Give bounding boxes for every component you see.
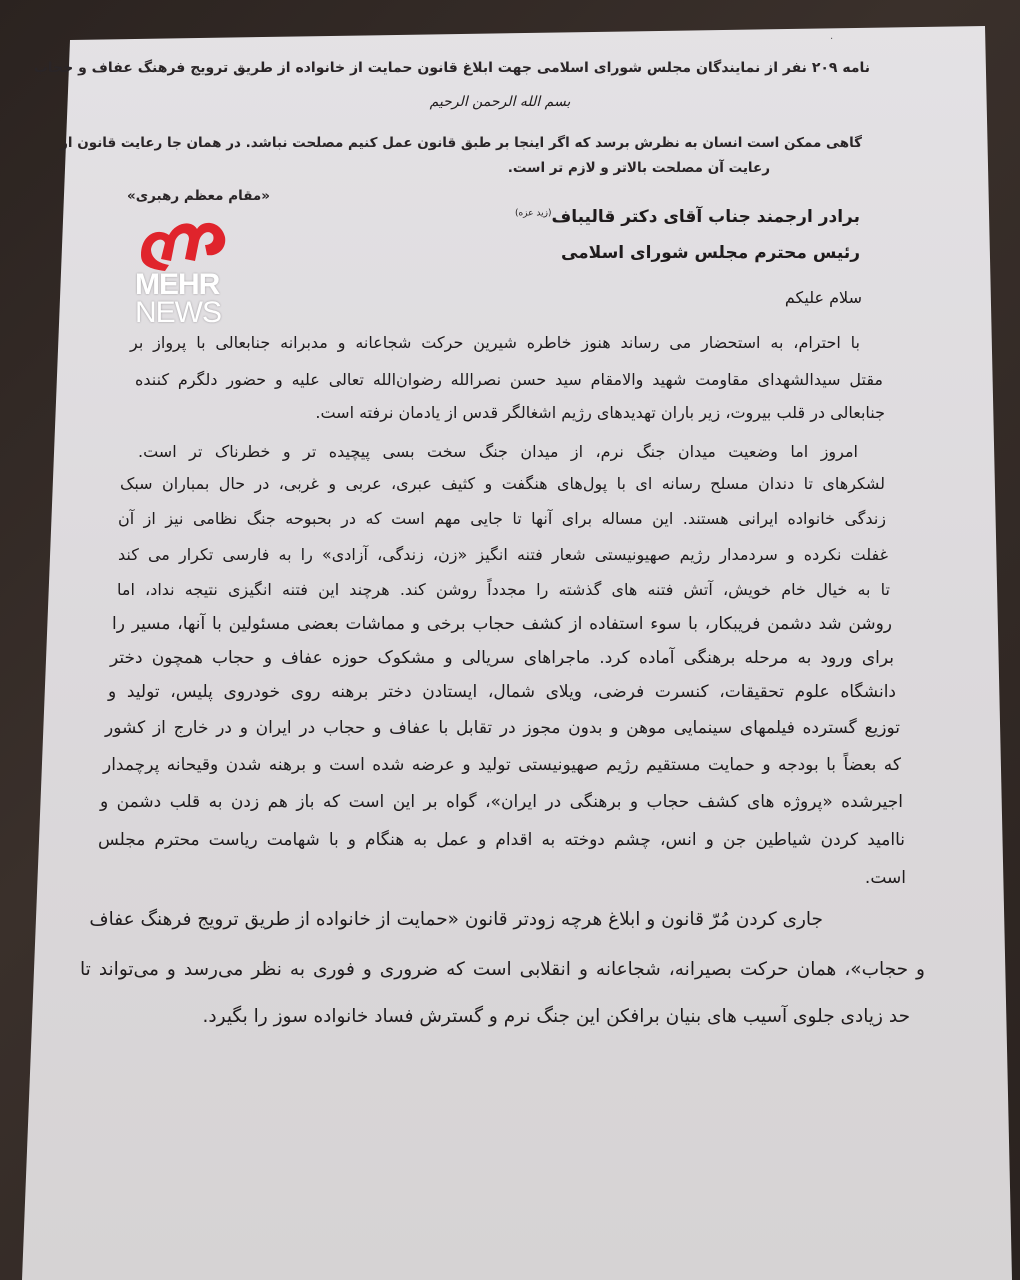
quote-line-2: رعایت آن مصلحت بالاتر و لازم تر است. [507, 160, 770, 176]
watermark-news: NEWS [135, 296, 221, 329]
body-line: و حجاب»، همان حرکت بصیرانه، شجاعانه و انقلابی است که ضروری و فوری به نظر می‌رسد و می‌تواند تا [80, 959, 925, 980]
body-line: برای ورود به مرحله برهنگی آماده کرد. ماجراهای سریالی و مشکوک حوزه عفاف و حجاب همچون دختر [110, 648, 894, 668]
body-line: با احترام، به استحضار می رساند هنوز خاطره شیرین حرکت شجاعانه و مدبرانه جنابعالی با پرواز بر [130, 333, 860, 352]
body-line: زندگی خانواده ایرانی هستند. این مساله برای آنها تا جایی مهم است که در بحبوحه جنگ نظامی نیز از آن [118, 509, 886, 528]
mehr-news-watermark [135, 215, 235, 327]
body-line: لشکرهای تا دندان مسلح رسانه ای با پول‌های هنگفت و کثیف عبری، عربی و غربی، در حال بمباران سبک [120, 474, 885, 493]
watermark-mehr: MEHR [135, 268, 220, 301]
addressee-title: رئیس محترم مجلس شورای اسلامی [560, 243, 860, 263]
addressee-name [514, 207, 860, 228]
quote-line-1: گاهی ممکن است انسان به نظرش برسد که اگر اینجا بر طبق قانون عمل کنیم مصلحت نباشد. در همان جا رعایت قانون از [60, 135, 862, 151]
paper-mark: · [830, 34, 834, 45]
body-line: روشن شد دشمن فریبکار، با سوء استفاده از کشف حجاب برخی و مماشات بعضی مسئولین با آنها، مسیر را [112, 614, 892, 634]
body-line: دانشگاه علوم تحقیقات، کنسرت فرضی، ویلای شمال، ایستادن دختر برهنه روی خودروی پلیس، تولید و [108, 682, 896, 702]
body-line: اجیرشده «پروژه های کشف حجاب و برهنگی در ایران»، گواه بر این است که باز هم زدن به قلب دشمن و [100, 792, 903, 812]
body-line: حد زیادی جلوی آسیب های بنیان برافکن این جنگ نرم و گسترش فساد خانواده سوز را بگیرد. [202, 1006, 910, 1027]
honorific: (زید عزه) [514, 208, 552, 219]
body-line: که بعضاً با بودجه و حمایت مستقیم رژیم صهیونیستی تولید و عرضه شده است و برهنه شدن وقیحانه پرچمدار [103, 755, 901, 775]
basmala: بسم الله الرحمن الرحیم [429, 94, 571, 110]
body-line: جنابعالی در قلب بیروت، زیر باران تهدیدهای رژیم اشغالگر قدس از یادمان نرفته است. [315, 403, 885, 422]
mehr-logo-icon [135, 215, 231, 271]
body-line: توزیع گسترده فیلمهای سینمایی موهن و بدون مجوز در تقابل با عفاف و حجاب در ایران و در خارج از کشور [105, 718, 900, 738]
body-line: تا به خیال خام خویش، آتش فتنه های گذشته را مجدداً روشن کند. هرچند این فتنه انگیزی نتیجه نداد، اما [117, 580, 890, 599]
body-line: غفلت نکرده و سردمدار رژیم صهیونیستی شعار فتنه انگیز «زن، زندگی، آزادی» را به فارسی تکرار می کند [118, 545, 888, 564]
body-line: است. [864, 868, 906, 888]
body-line: جاری کردن مُرّ قانون و ابلاغ هرچه زودتر قانون «حمایت از خانواده از طریق ترویج فرهنگ عفاف [89, 909, 823, 930]
document-header: نامه ۲۰۹ نفر از نمایندگان مجلس شورای اسلامی جهت ابلاغ قانون حمایت از خانواده از طریق ترویج فرهنگ عفاف و حجاب [33, 60, 870, 76]
quote-source: «مقام معظم رهبری» [126, 188, 270, 204]
body-line: امروز اما وضعیت میدان جنگ نرم، از میدان جنگ سخت بسی پیچیده تر و خطرناک تر است. [138, 442, 858, 461]
addressee-line: برادر ارجمند جناب آقای دکتر قالیباف [551, 207, 860, 227]
greeting: سلام علیکم [784, 288, 862, 307]
body-line: مقتل سیدالشهدای مقاومت شهید والامقام سید حسن نصرالله رضوان‌الله تعالی علیه و حضور دلگرم کننده [135, 370, 883, 389]
body-line: ناامید کردن شیاطین جن و انس، چشم دوخته به اقدام و عمل به هنگام و با شهامت ریاست محترم مجلس [98, 830, 905, 850]
